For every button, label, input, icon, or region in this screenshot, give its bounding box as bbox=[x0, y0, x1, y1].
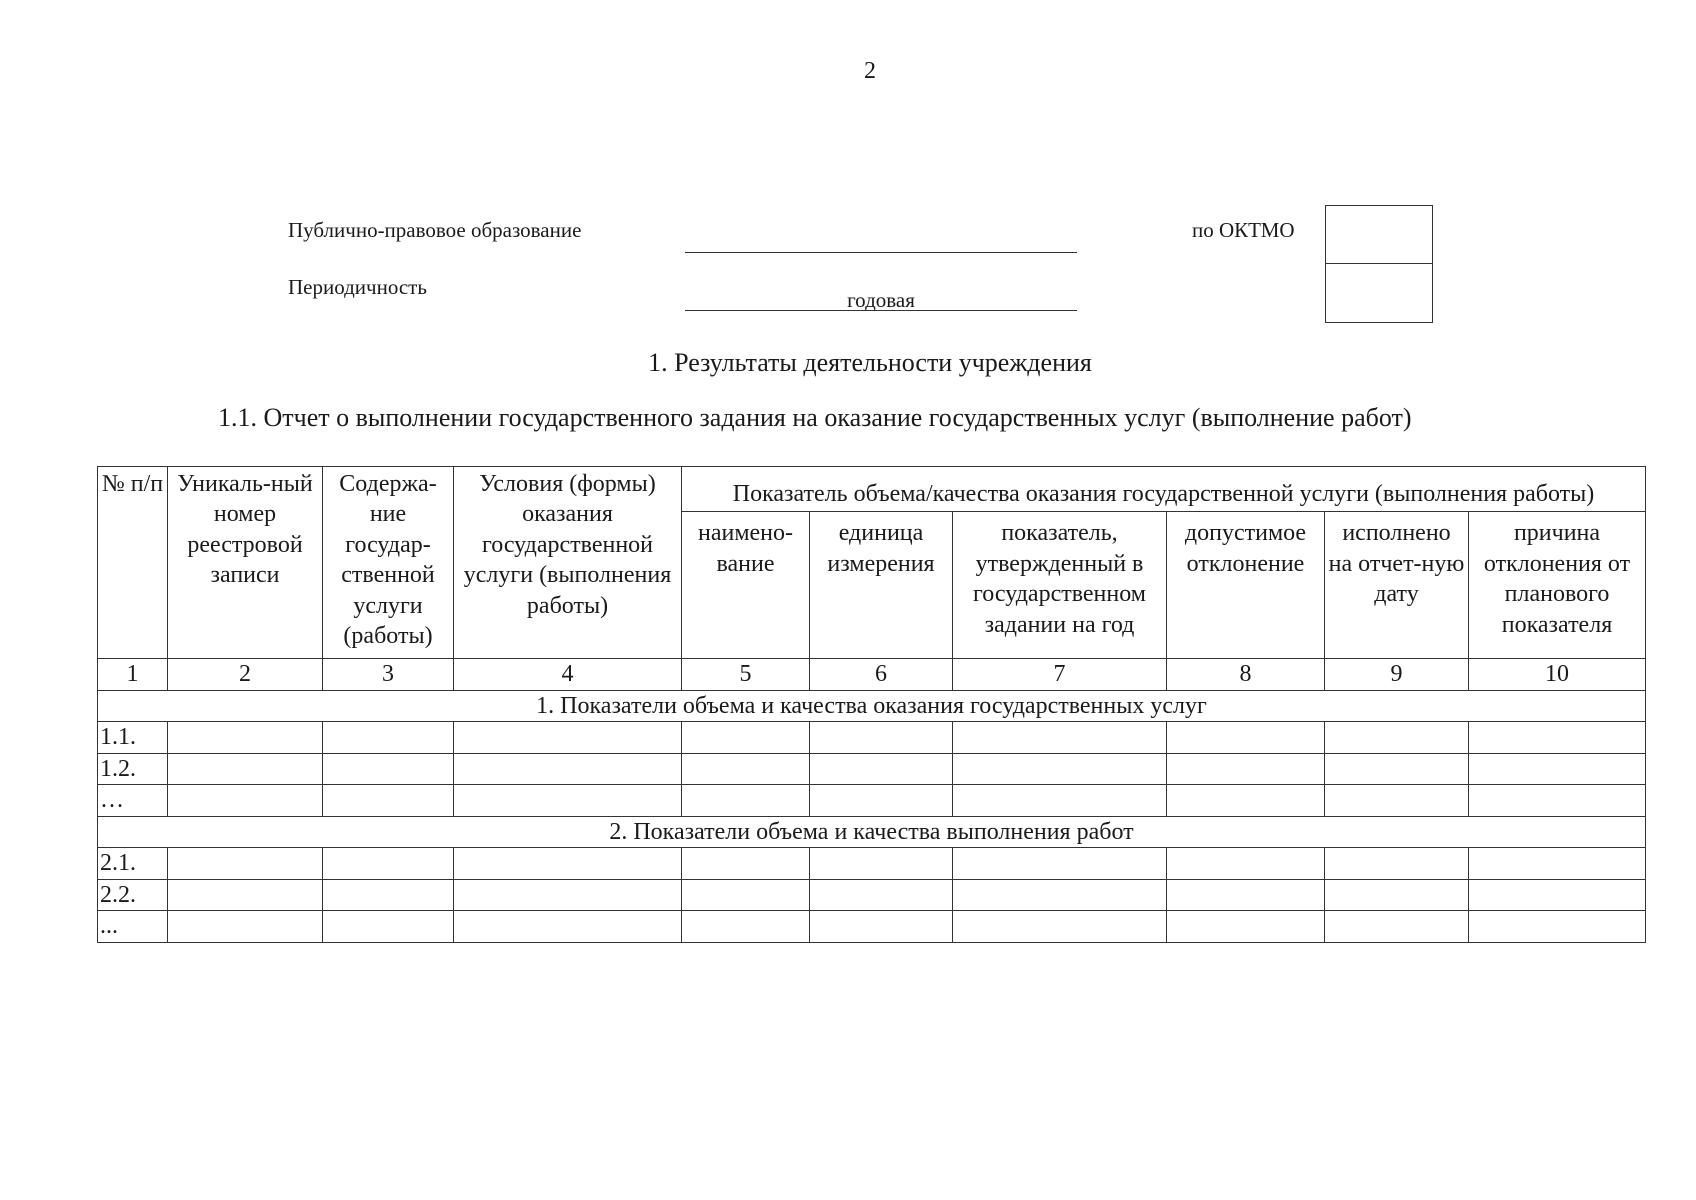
section-heading-services: 1. Показатели объема и качества оказания государственных услуг bbox=[98, 690, 1646, 721]
table-row bbox=[98, 848, 1646, 879]
section-row-services bbox=[98, 690, 1646, 721]
table-cell[interactable] bbox=[454, 785, 682, 816]
column-number: 4 bbox=[454, 659, 682, 690]
row-number: 1.1. bbox=[98, 722, 168, 753]
table-cell[interactable] bbox=[1167, 848, 1325, 879]
header-name: наимено-вание bbox=[682, 512, 810, 659]
table-cell[interactable] bbox=[1325, 911, 1469, 942]
column-number: 3 bbox=[323, 659, 454, 690]
table-cell[interactable] bbox=[1167, 722, 1325, 753]
table-row bbox=[98, 753, 1646, 784]
oktmo-code-cell[interactable] bbox=[1326, 206, 1432, 264]
table-row bbox=[98, 785, 1646, 816]
periodicity-label: Периодичность bbox=[288, 275, 427, 299]
header-approved-indicator: показатель, утвержденный в государственном задании на год bbox=[953, 512, 1167, 659]
header-unit: единица измерения bbox=[810, 512, 953, 659]
table-cell[interactable] bbox=[168, 879, 323, 910]
table-row bbox=[98, 722, 1646, 753]
table-cell[interactable] bbox=[1469, 753, 1646, 784]
table-cell[interactable] bbox=[682, 848, 810, 879]
table-cell[interactable] bbox=[682, 879, 810, 910]
mo-field[interactable] bbox=[685, 226, 1077, 253]
column-number: 1 bbox=[98, 659, 168, 690]
column-number: 9 bbox=[1325, 659, 1469, 690]
table-cell[interactable] bbox=[1469, 879, 1646, 910]
table-cell[interactable] bbox=[168, 848, 323, 879]
table-cell[interactable] bbox=[682, 785, 810, 816]
table-cell[interactable] bbox=[1167, 753, 1325, 784]
table-cell[interactable] bbox=[168, 911, 323, 942]
table-cell[interactable] bbox=[454, 753, 682, 784]
table-cell[interactable] bbox=[953, 879, 1167, 910]
table-cell[interactable] bbox=[682, 753, 810, 784]
header-executed: исполнено на отчет-ную дату bbox=[1325, 512, 1469, 659]
column-number: 5 bbox=[682, 659, 810, 690]
table-cell[interactable] bbox=[168, 785, 323, 816]
table-cell[interactable] bbox=[1325, 879, 1469, 910]
row-number: 2.2. bbox=[98, 879, 168, 910]
table-cell[interactable] bbox=[953, 911, 1167, 942]
column-number-row bbox=[98, 659, 1646, 690]
subsection-title: 1.1. Отчет о выполнении государственного задания на оказание государственных услуг (выполнение работ) bbox=[218, 403, 1412, 432]
table-cell[interactable] bbox=[323, 911, 454, 942]
table-cell[interactable] bbox=[682, 722, 810, 753]
table-cell[interactable] bbox=[1469, 848, 1646, 879]
header-registry-number: Уникаль-ный номер реестровой записи bbox=[168, 467, 323, 659]
periodicity-value: годовая bbox=[847, 288, 915, 312]
table-row bbox=[98, 879, 1646, 910]
table-cell[interactable] bbox=[682, 911, 810, 942]
section-row-works bbox=[98, 816, 1646, 847]
row-number: ... bbox=[98, 911, 168, 942]
header-row-1 bbox=[98, 467, 1646, 512]
report-table bbox=[97, 466, 1646, 943]
table-cell[interactable] bbox=[454, 879, 682, 910]
table-cell[interactable] bbox=[1325, 753, 1469, 784]
column-number: 2 bbox=[168, 659, 323, 690]
table-cell[interactable] bbox=[953, 785, 1167, 816]
column-number: 10 bbox=[1469, 659, 1646, 690]
periodicity-code-cell[interactable] bbox=[1326, 264, 1432, 321]
table-cell[interactable] bbox=[810, 785, 953, 816]
table-cell[interactable] bbox=[168, 753, 323, 784]
row-number: 2.1. bbox=[98, 848, 168, 879]
oktmo-code-box bbox=[1325, 205, 1433, 323]
table-cell[interactable] bbox=[1167, 911, 1325, 942]
table-cell[interactable] bbox=[454, 848, 682, 879]
table-cell[interactable] bbox=[1469, 785, 1646, 816]
page-number: 2 bbox=[864, 58, 876, 84]
table-row bbox=[98, 911, 1646, 942]
table-cell[interactable] bbox=[323, 722, 454, 753]
header-indicator-group: Показатель объема/качества оказания государственной услуги (выполнения работы) bbox=[682, 467, 1646, 512]
table-cell[interactable] bbox=[323, 879, 454, 910]
table-cell[interactable] bbox=[810, 879, 953, 910]
table-cell[interactable] bbox=[323, 785, 454, 816]
table-cell[interactable] bbox=[810, 911, 953, 942]
table-cell[interactable] bbox=[168, 722, 323, 753]
column-number: 7 bbox=[953, 659, 1167, 690]
table-cell[interactable] bbox=[810, 848, 953, 879]
table-cell[interactable] bbox=[1325, 848, 1469, 879]
table-cell[interactable] bbox=[1325, 722, 1469, 753]
table-cell[interactable] bbox=[1469, 911, 1646, 942]
section-title: 1. Результаты деятельности учреждения bbox=[648, 348, 1092, 377]
table-cell[interactable] bbox=[323, 753, 454, 784]
table-cell[interactable] bbox=[810, 722, 953, 753]
table-cell[interactable] bbox=[1167, 879, 1325, 910]
section-heading-works: 2. Показатели объема и качества выполнения работ bbox=[98, 816, 1646, 847]
table-cell[interactable] bbox=[454, 911, 682, 942]
table-cell[interactable] bbox=[1325, 785, 1469, 816]
header-service-content: Содержа-ние государ-ственной услуги (работы) bbox=[323, 467, 454, 659]
table-cell[interactable] bbox=[953, 722, 1167, 753]
oktmo-label: по ОКТМО bbox=[1192, 218, 1295, 242]
row-number: 1.2. bbox=[98, 753, 168, 784]
header-allowed-deviation: допустимое отклонение bbox=[1167, 512, 1325, 659]
mo-label: Публично-правовое образование bbox=[288, 218, 582, 242]
table-cell[interactable] bbox=[810, 753, 953, 784]
table-cell[interactable] bbox=[953, 848, 1167, 879]
header-deviation-reason: причина отклонения от планового показателя bbox=[1469, 512, 1646, 659]
table-cell[interactable] bbox=[323, 848, 454, 879]
periodicity-field[interactable] bbox=[685, 284, 1077, 311]
column-number: 8 bbox=[1167, 659, 1325, 690]
table-cell[interactable] bbox=[1167, 785, 1325, 816]
table-cell[interactable] bbox=[953, 753, 1167, 784]
header-service-conditions: Условия (формы) оказания государственной услуги (выполнения работы) bbox=[454, 467, 682, 659]
header-number: № п/п bbox=[98, 467, 168, 659]
table-cell[interactable] bbox=[454, 722, 682, 753]
column-number: 6 bbox=[810, 659, 953, 690]
table-cell[interactable] bbox=[1469, 722, 1646, 753]
row-number: … bbox=[98, 785, 168, 816]
